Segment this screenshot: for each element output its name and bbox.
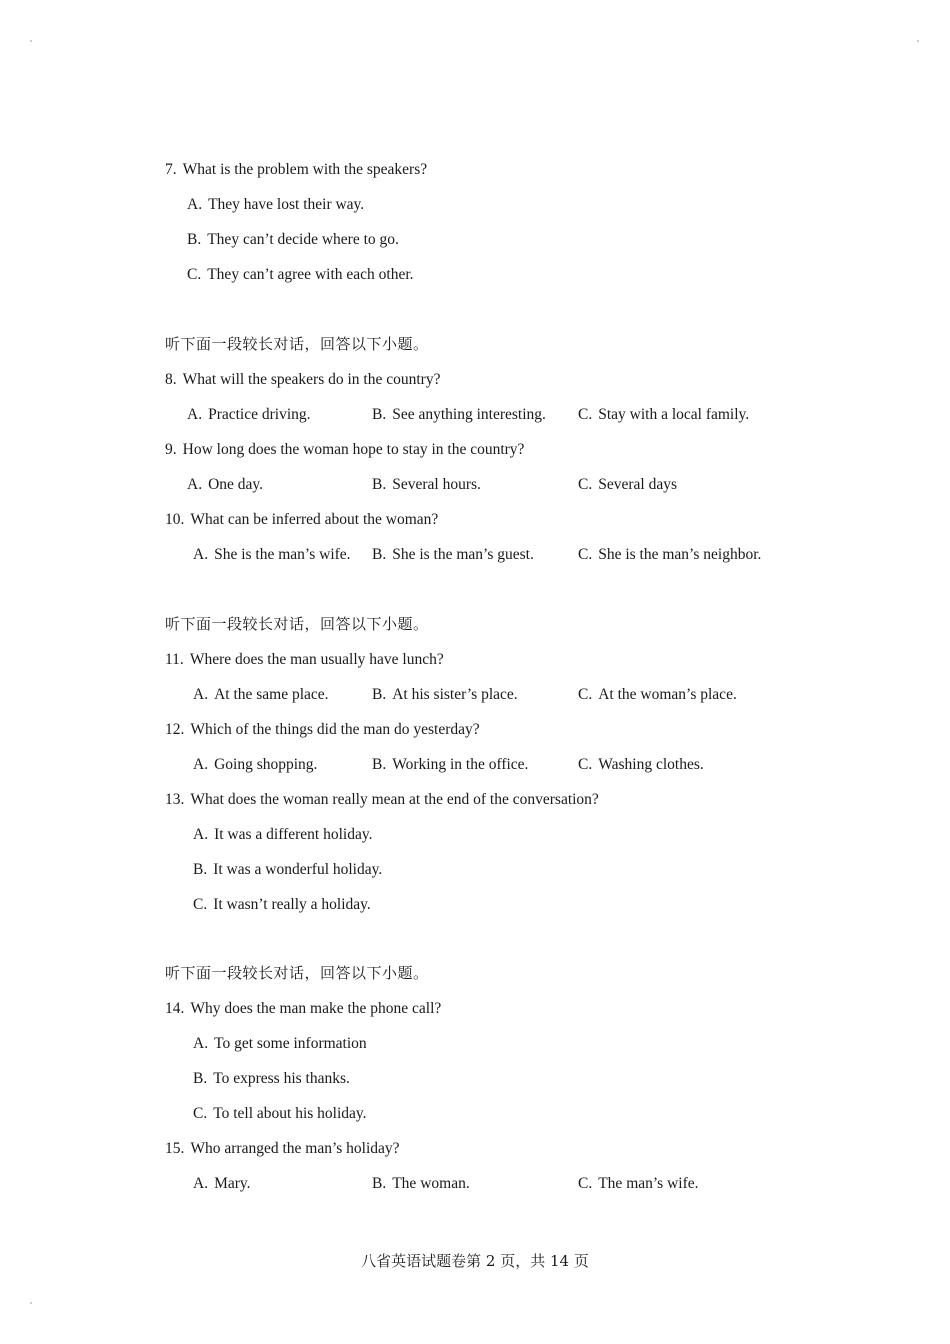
question-12: 12. Which of the things did the man do yesterday?: [165, 721, 480, 738]
question-12-option-b: B. Working in the office.: [372, 756, 529, 773]
question-11: 11. Where does the man usually have lunch?: [165, 651, 444, 668]
question-15-option-a: A. Mary.: [193, 1175, 251, 1192]
section-instruction: 听下面一段较长对话，回答以下小题。: [165, 335, 429, 353]
scan-speck: [30, 1302, 32, 1304]
question-8: 8. What will the speakers do in the country?: [165, 371, 441, 388]
question-11-option-b: B. At his sister’s place.: [372, 686, 518, 703]
question-13-option-b: B. It was a wonderful holiday.: [193, 861, 383, 878]
question-7: 7. What is the problem with the speakers?: [165, 161, 428, 178]
question-15-option-b: B. The woman.: [372, 1175, 470, 1192]
question-9: 9. How long does the woman hope to stay in the country?: [165, 441, 525, 458]
question-12-option-a: A. Going shopping.: [193, 756, 318, 773]
question-8-option-a: A. Practice driving.: [187, 406, 311, 423]
question-13: 13. What does the woman really mean at the end of the conversation?: [165, 791, 599, 808]
question-10: 10. What can be inferred about the woman?: [165, 511, 439, 528]
question-14: 14. Why does the man make the phone call?: [165, 1000, 442, 1017]
question-15-option-c: C. The man’s wife.: [578, 1175, 699, 1192]
question-11-option-a: A. At the same place.: [193, 686, 329, 703]
scan-speck: [30, 40, 32, 42]
question-13-option-a: A. It was a different holiday.: [193, 826, 373, 843]
question-10-option-a: A. She is the man’s wife.: [193, 546, 351, 563]
question-7-option-c: C. They can’t agree with each other.: [187, 266, 414, 283]
question-7-option-a: A. They have lost their way.: [187, 196, 365, 213]
question-8-option-c: C. Stay with a local family.: [578, 406, 750, 423]
question-14-option-c: C. To tell about his holiday.: [193, 1105, 367, 1122]
question-14-option-a: A. To get some information: [193, 1035, 367, 1052]
section-instruction: 听下面一段较长对话，回答以下小题。: [165, 964, 429, 982]
question-8-option-b: B. See anything interesting.: [372, 406, 546, 423]
page-footer: 八省英语试题卷第 2 页，共 14 页: [361, 1252, 589, 1270]
question-9-option-a: A. One day.: [187, 476, 264, 493]
question-10-option-c: C. She is the man’s neighbor.: [578, 546, 762, 563]
question-11-option-c: C. At the woman’s place.: [578, 686, 737, 703]
question-9-option-b: B. Several hours.: [372, 476, 481, 493]
question-12-option-c: C. Washing clothes.: [578, 756, 704, 773]
question-10-option-b: B. She is the man’s guest.: [372, 546, 534, 563]
question-7-option-b: B. They can’t decide where to go.: [187, 231, 399, 248]
scan-speck: [917, 40, 919, 42]
question-9-option-c: C. Several days: [578, 476, 677, 493]
question-14-option-b: B. To express his thanks.: [193, 1070, 350, 1087]
question-15: 15. Who arranged the man’s holiday?: [165, 1140, 400, 1157]
section-instruction: 听下面一段较长对话，回答以下小题。: [165, 615, 429, 633]
question-13-option-c: C. It wasn’t really a holiday.: [193, 896, 371, 913]
